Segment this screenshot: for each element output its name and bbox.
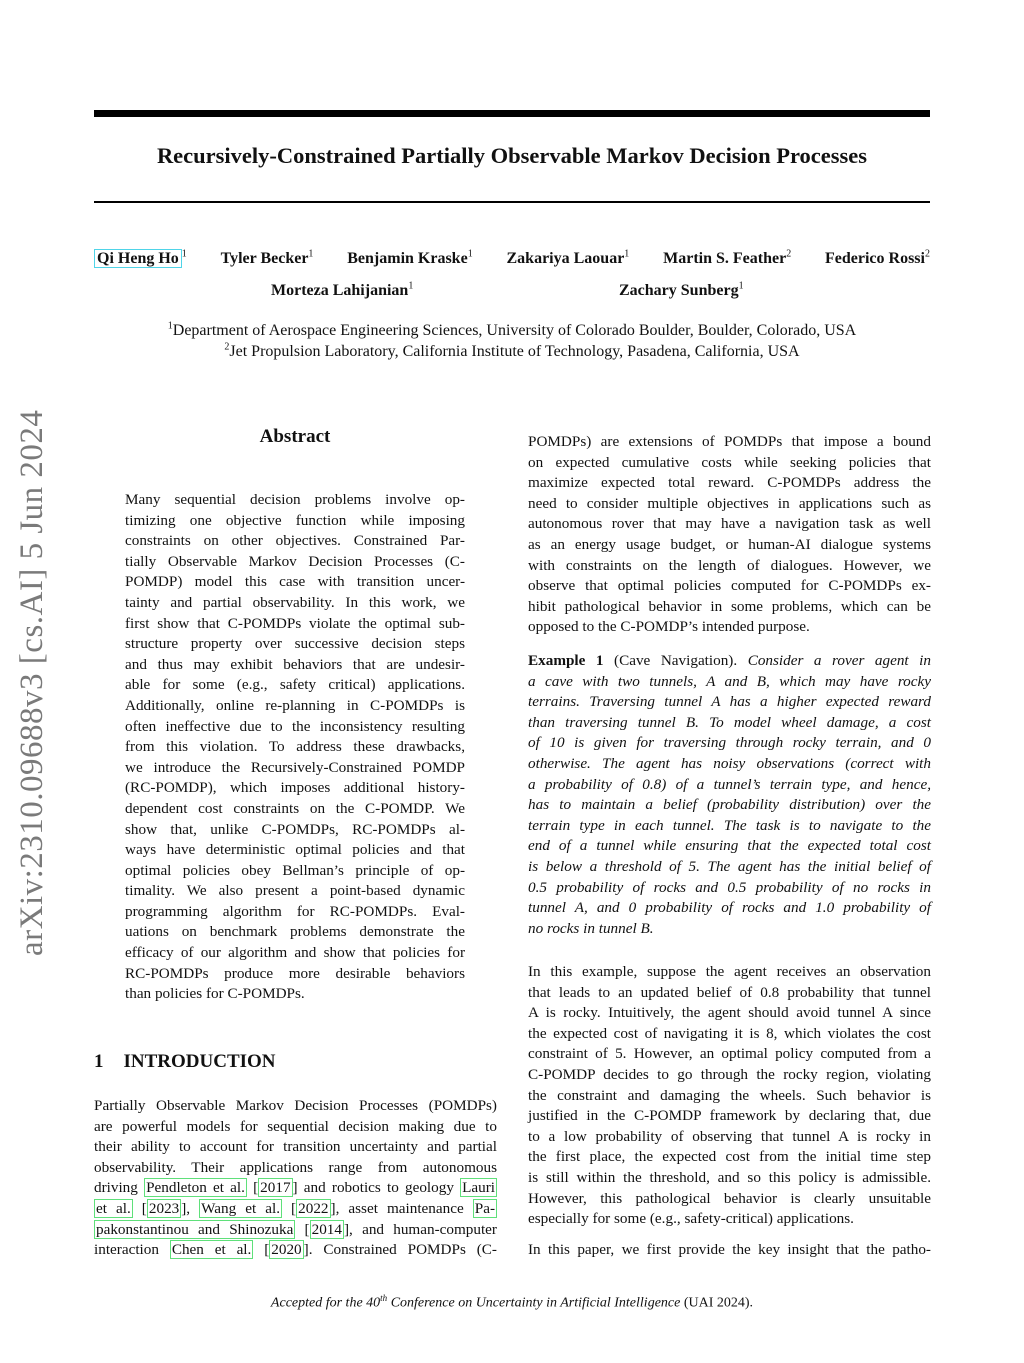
cite-chen-year[interactable]: 2020 (271, 1241, 302, 1259)
paragraph-line: ways have deterministic optimal policies and that (125, 841, 465, 859)
author-morteza-lahijanian (271, 282, 413, 300)
paragraph-line: However, this pathological behavior is clearly unsuitable (528, 1189, 931, 1207)
intro-line: are powerful models for sequential decision making due to (94, 1117, 497, 1135)
right-paragraph-2 (528, 962, 931, 1230)
affiliation-mark: 2 (924, 248, 930, 260)
intro-line: Partially Observable Markov Decision Processes (POMDPs) (94, 1097, 497, 1114)
intro-paragraph (94, 1096, 497, 1261)
author-name: Zakariya Laouar (506, 250, 625, 267)
author-name: Morteza Lahijanian (271, 282, 409, 299)
paragraph-line: timality. We also present a point-based dynamic (125, 882, 465, 900)
paragraph-line: RC-POMDPs produce more desirable behaviors (125, 964, 465, 982)
footer-tail: (UAI 2024). (680, 1295, 754, 1311)
paragraph-line: In this example, suppose the agent receives an observation (528, 963, 931, 980)
cite-papakonstantinou[interactable]: Pa- (474, 1199, 496, 1217)
intro-line: observability. Their applications range from autonomous (94, 1158, 497, 1176)
top-rule (94, 110, 930, 117)
example-block (528, 651, 931, 939)
affiliation-text: Department of Aerospace Engineering Sciences, University of Colorado Boulder, Boulder, Colorado, USA (172, 322, 857, 339)
affiliation-mark: 1 (308, 248, 314, 260)
intro-line: pakonstantinou and Shinozuka [ 2014 ], and human-computer (96, 1220, 497, 1238)
paragraph-line: has to maintain a belief (probability distribution) over the (528, 796, 931, 814)
paragraph-line: often ineffective due to the inconsistency resulting (125, 717, 465, 735)
paragraph-line: timizing one objective function while imposing (125, 511, 465, 529)
abstract-title: Abstract (259, 426, 331, 447)
paragraph-line: first show that C-POMDPs violate the optimal sub- (125, 614, 465, 632)
intro-line: et al. [ 2023 ], Wang et al. [ 2022 ], asset maintenance Pa- (96, 1199, 496, 1217)
cite-papakonstantinou-cont[interactable]: pakonstantinou and Shinozuka (96, 1220, 294, 1238)
paragraph-line: show that, unlike C-POMDPs, RC-POMDPs al- (125, 820, 465, 838)
author-name: Zachary Sunberg (619, 282, 739, 299)
paragraph-line: with constraints on the length of dialogues. However, we (528, 556, 931, 574)
author-name: Tyler Becker (220, 250, 309, 267)
section-title: INTRODUCTION (123, 1051, 276, 1072)
affiliation-mark: 1 (467, 248, 473, 260)
paragraph-line: (RC-POMDP), which imposes additional history- (125, 779, 465, 797)
intro-line: driving Pendleton et al. [ 2017 ] and robotics to geology Lauri (94, 1179, 496, 1197)
paragraph-line: to a low probability of observing that tunnel A is rocky in (528, 1127, 931, 1145)
paper-title: Recursively-Constrained Partially Observable Markov Decision Processes (156, 143, 868, 168)
paragraph-line: Additionally, online re-planning in C-POMDPs is (125, 696, 465, 714)
footer-text: Conference on Uncertainty in Artificial Intelligence (387, 1295, 681, 1311)
paragraph-line: terrain type in each tunnel. The task is to navigate to the (528, 816, 931, 834)
paragraph-line: constraint of 5. However, an optimal policy computed from a (528, 1045, 931, 1063)
paragraph-line: observe that optimal policies computed for C-POMDPs ex- (528, 577, 931, 595)
affiliation-mark: 1 (408, 280, 414, 292)
paragraph-line: a probability of 0.8) of a tunnel’s terrain type, and hence, (528, 775, 931, 793)
author-link[interactable]: Qi Heng Ho (94, 249, 182, 268)
affiliation-mark: 1 (181, 248, 187, 260)
cite-chen[interactable]: Chen et al. (171, 1241, 252, 1259)
paragraph-line: the expected cost of navigating it is 8, which violates the cost (528, 1024, 931, 1042)
paragraph-line: constraints on other objectives. Constrained Par- (125, 532, 465, 550)
author-federico-rossi (825, 250, 930, 268)
paragraph-line: efficacy of our algorithm and show that policies for (125, 944, 465, 962)
paragraph-line: no rocks in tunnel B. (528, 919, 654, 937)
paragraph-line: A is rocky. Intuitively, the agent should avoid tunnel A since (528, 1004, 931, 1022)
paragraph-line: structure property over successive decision steps (125, 635, 465, 653)
cite-wang[interactable]: Wang et al. (201, 1199, 281, 1217)
cite-papakonstantinou-year[interactable]: 2014 (311, 1220, 342, 1238)
author-row-1 (94, 250, 930, 268)
text-run: interaction (94, 1241, 170, 1259)
paragraph-line: a cave with two tunnels, A and B, which may have rocky (528, 672, 931, 690)
affiliation-mark: 1 (624, 248, 630, 260)
paragraph-line: 0.5 probability of rocks and 0.5 probability of no rocks in (528, 878, 931, 896)
example-lines (528, 672, 931, 940)
text-run: driving (94, 1179, 145, 1197)
paragraph-line: able for some (e.g., safety critical) applications. (125, 676, 465, 694)
paragraph-line: we introduce the Recursively-Constrained POMDP (125, 758, 465, 776)
paragraph-line: the constraint and damaging the wheels. Such behavior is (528, 1086, 931, 1104)
example-text: Consider a rover agent in (747, 652, 931, 669)
paragraph-line: POMDP) model this case with transition uncer- (125, 573, 465, 591)
paragraph-line: need to consider multiple objectives in applications such as (528, 494, 931, 512)
affiliation-1 (94, 322, 930, 340)
cite-wang-year[interactable]: 2022 (298, 1199, 329, 1217)
paragraph-line: especially for some (e.g., safety-critical) applications. (528, 1210, 854, 1228)
author-benjamin-kraske (347, 250, 472, 268)
paragraph-line: that leads to an updated belief of 0.8 probability that tunnel (528, 983, 931, 1001)
paragraph-line: POMDPs) are extensions of POMDPs that impose a bound (528, 433, 931, 450)
affiliation-mark: 2 (786, 248, 792, 260)
cite-lauri[interactable]: Lauri (462, 1179, 496, 1197)
paragraph-line: uations on benchmark problems demonstrate the (125, 923, 465, 941)
right-paragraph-1 (528, 432, 931, 638)
example-first-line (528, 651, 931, 672)
abstract-body (125, 490, 465, 1005)
paragraph-line: programming algorithm for RC-POMDPs. Eval- (125, 902, 465, 920)
section-heading (94, 1051, 276, 1073)
affiliation-text: Jet Propulsion Laboratory, California Institute of Technology, Pasadena, California, USA (229, 343, 800, 360)
arxiv-stamp[interactable]: arXiv:2310.09688v3 [cs.AI] 5 Jun 2024 (14, 409, 50, 956)
author-zakariya-laouar (507, 250, 630, 268)
paragraph-line: than traversing tunnel B. To model wheel damage, a cost (528, 713, 931, 731)
paragraph-line: optimal policies obey Bellman’s principle of op- (125, 861, 465, 879)
intro-line: their ability to account for transition uncertainty and partial (94, 1138, 497, 1156)
footer-sup: th (380, 1293, 388, 1303)
paragraph-line: is below a threshold of 5. The agent has the initial belief of (528, 857, 931, 875)
paragraph-line: and thus may exhibit behaviors that are undesir- (125, 655, 465, 673)
paragraph-line: In this paper, we first provide the key insight that the patho- (528, 1241, 931, 1258)
cite-lauri-year[interactable]: 2023 (148, 1199, 180, 1217)
affiliation-mark: 1 (738, 280, 744, 292)
author-zachary-sunberg (619, 282, 744, 300)
paragraph-line: justified in the C-POMDP framework by declaring that, due (528, 1107, 931, 1125)
author-name: Benjamin Kraske (347, 250, 468, 267)
paragraph-line: is still within the threshold, and so this policy is admissible. (528, 1168, 931, 1186)
paragraph-line: otherwise. The agent has noisy observations (correct with (528, 754, 931, 772)
paragraph-line: the first place, the expected cost from the initial time step (528, 1148, 931, 1166)
paragraph-line: maximize expected total reward. C-POMDPs address the (528, 474, 931, 492)
text-run: , and human-computer (349, 1220, 497, 1238)
author-tyler-becker (221, 250, 314, 268)
author-name: Martin S. Feather (663, 250, 787, 267)
author-qi-heng-ho[interactable] (94, 250, 187, 268)
affiliation-mark: 1 (167, 320, 173, 332)
text-run: . Constrained POMDPs (C- (308, 1241, 497, 1259)
paragraph-line: from this violation. To address these drawbacks, (125, 738, 465, 756)
title-rule (94, 201, 930, 203)
footer-text: Accepted for the 40 (270, 1295, 381, 1311)
cite-pendleton[interactable]: Pendleton et al. (146, 1179, 245, 1197)
paragraph-line: C-POMDP decides to go through the rocky region, violating (528, 1065, 931, 1083)
example-label: Example 1 (528, 652, 604, 669)
right-paragraph-3 (528, 1240, 931, 1261)
affiliation-2 (94, 343, 930, 361)
paragraph-line: end of a tunnel while ensuring that the expected total cost (528, 837, 931, 855)
cite-pendleton-year[interactable]: 2017 (260, 1179, 291, 1197)
paragraph-line: autonomous rover that may have a navigation task as well (528, 515, 931, 533)
paragraph-line: opposed to the C-POMDP’s intended purpose. (528, 618, 810, 636)
footer-note (94, 1293, 930, 1312)
text-run: and robotics to geology (297, 1179, 461, 1197)
paragraph-line: hibit pathological behavior in some problems, which can be (528, 597, 931, 615)
paragraph-line: dependent cost constraints on the C-POMDP. We (125, 799, 465, 817)
paragraph-line: Many sequential decision problems involve op- (125, 491, 465, 508)
example-name: (Cave Navigation). (614, 652, 738, 669)
paragraph-line: tially Observable Markov Decision Processes (C- (125, 552, 465, 570)
author-martin-feather (663, 250, 791, 268)
cite-lauri-cont[interactable]: et al. (96, 1199, 131, 1217)
paragraph-line: than policies for C-POMDPs. (125, 985, 305, 1003)
intro-line: interaction Chen et al. [ 2020 ]. Constrained POMDPs (C- (94, 1241, 497, 1259)
section-number: 1 (94, 1051, 104, 1072)
affiliation-mark: 2 (224, 341, 230, 353)
text-run: , asset maintenance (335, 1199, 473, 1217)
paragraph-line: of 10 is given for traversing through rocky terrain, and 0 (528, 734, 931, 752)
paragraph-line: tunnel A, and 0 probability of rocks and 1.0 probability of (528, 899, 931, 917)
paragraph-line: as an energy usage budget, or human-AI dialogue systems (528, 535, 931, 553)
paragraph-line: tainty and partial observability. In this work, we (125, 593, 465, 611)
paragraph-line: terrains. Traversing tunnel A has a higher expected reward (528, 693, 931, 711)
author-name: Federico Rossi (825, 250, 925, 267)
paragraph-line: on expected cumulative costs while seeking policies that (528, 453, 931, 471)
